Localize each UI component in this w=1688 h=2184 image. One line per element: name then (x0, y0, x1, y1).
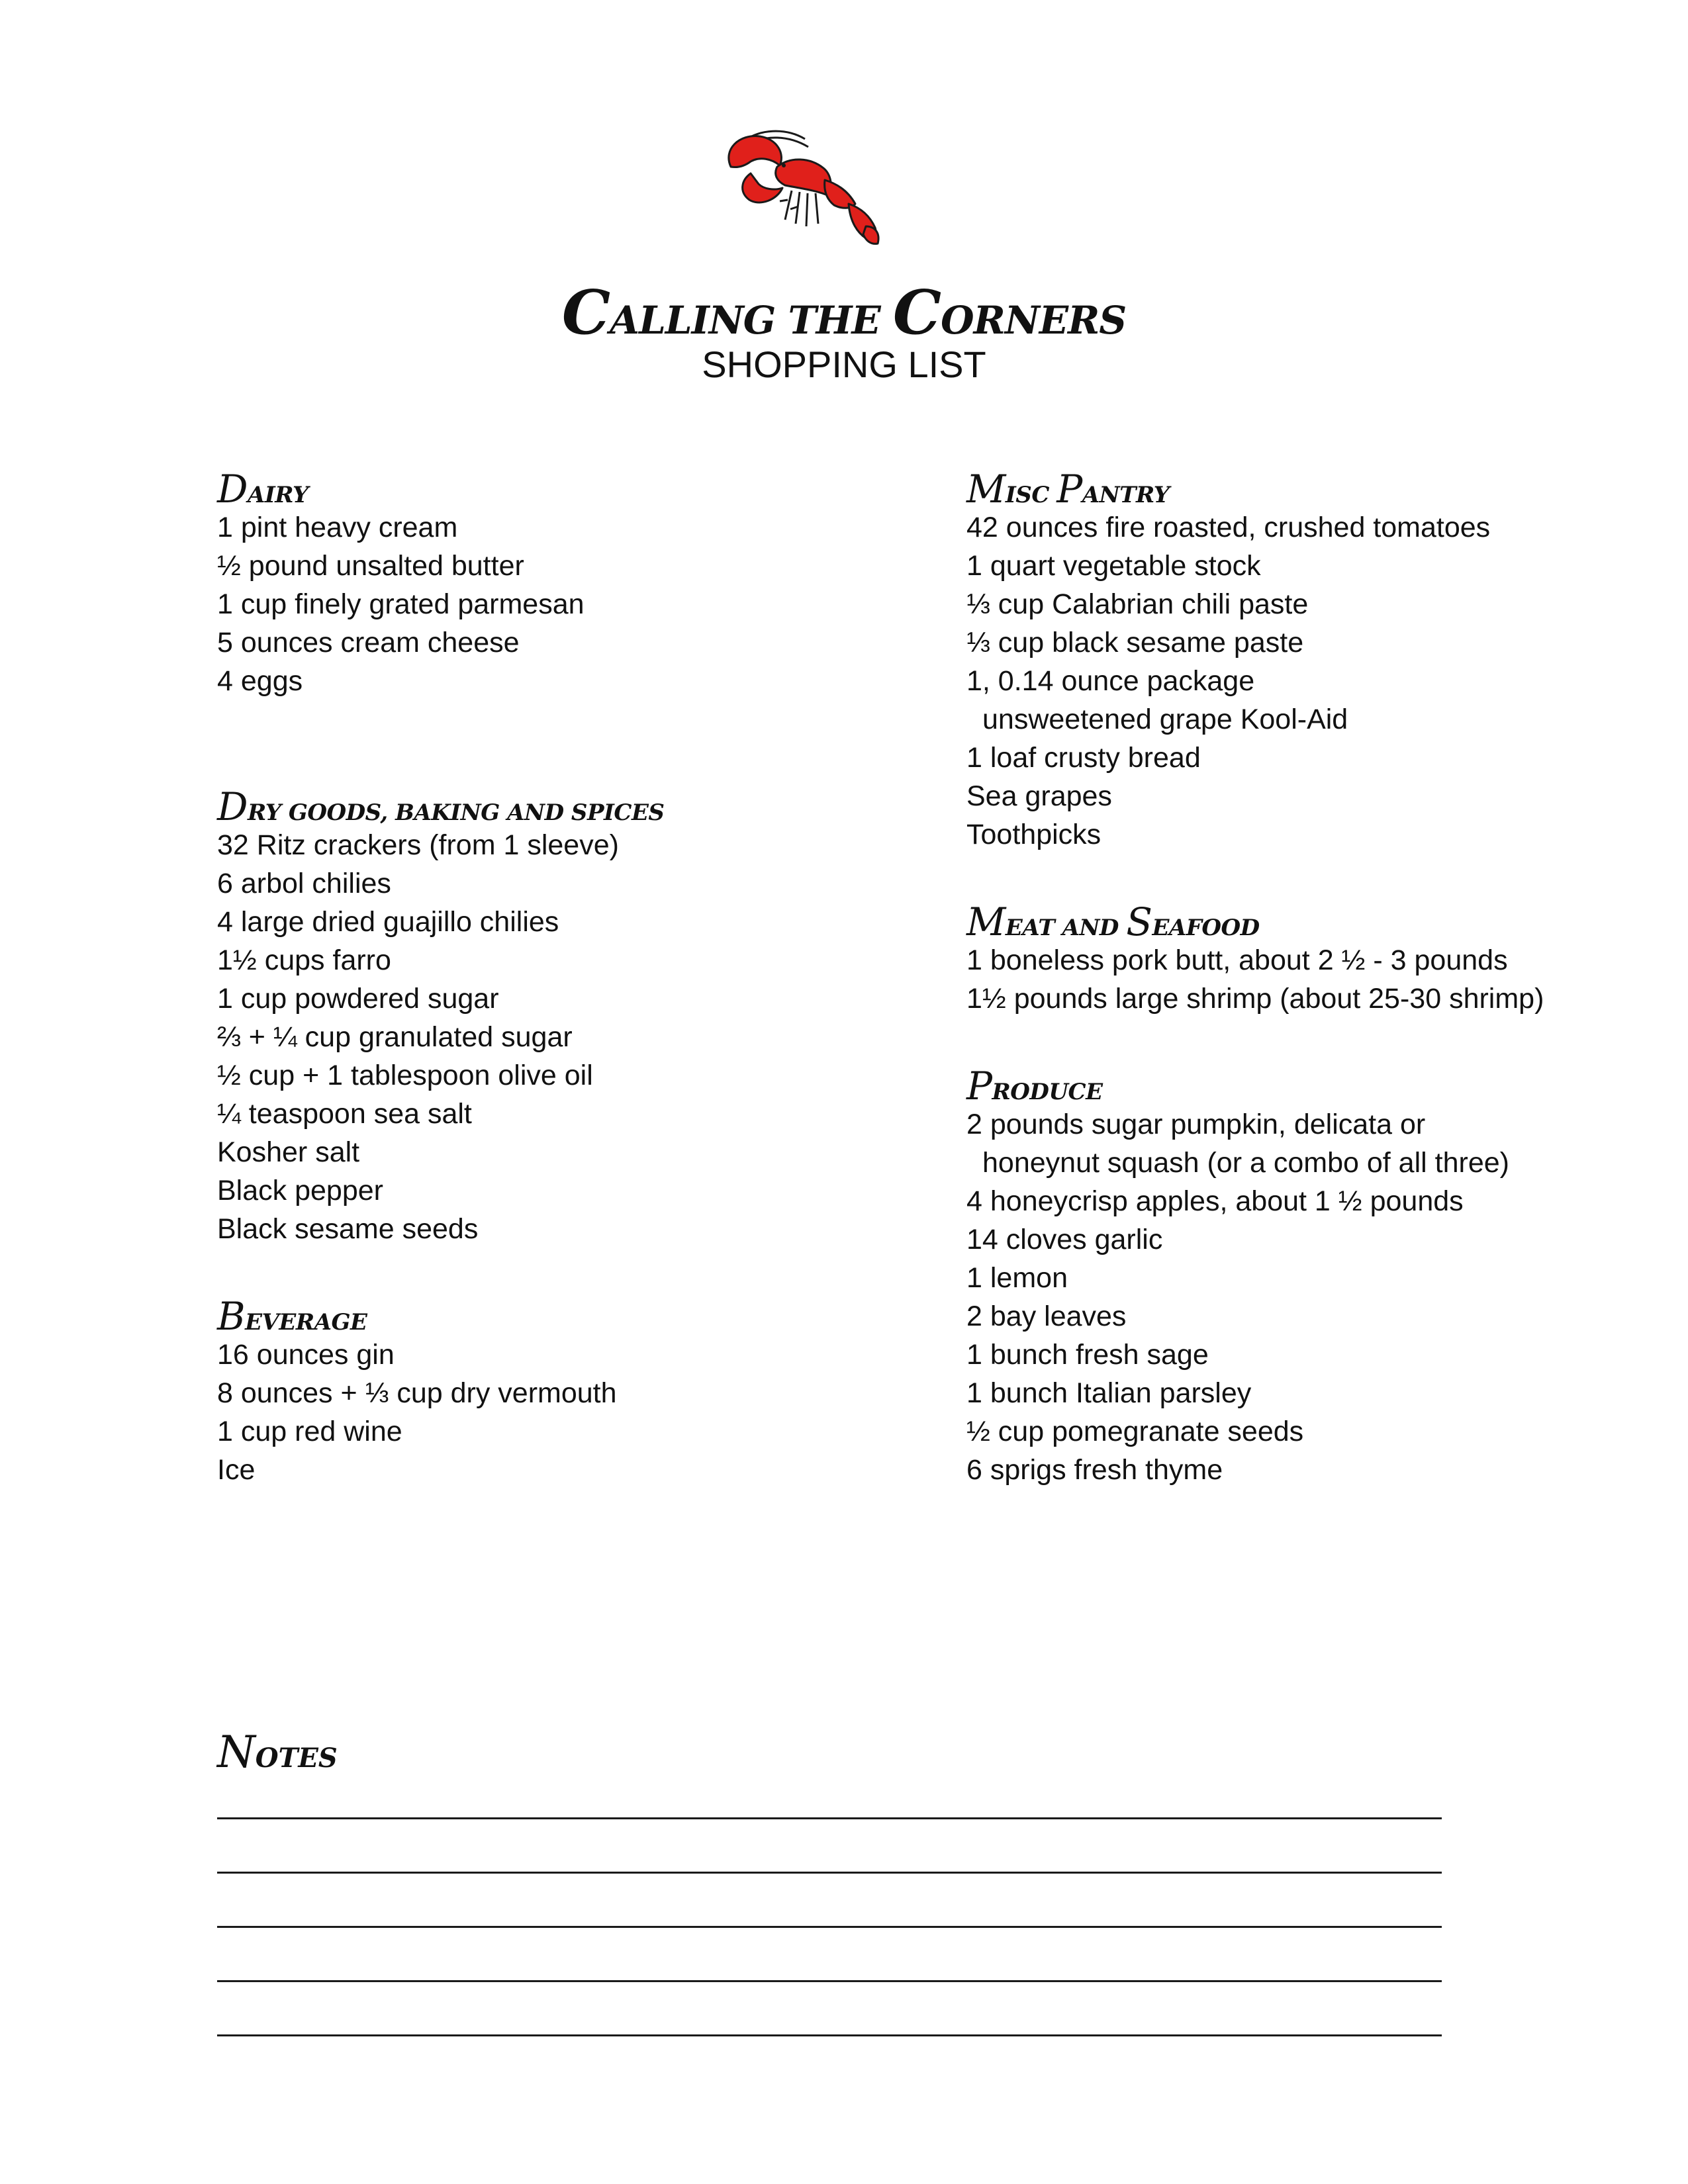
heading-text: RODUCE (992, 1079, 1103, 1105)
list-item: ¼ teaspoon sea salt (217, 1098, 472, 1130)
list-item: Kosher salt (217, 1136, 360, 1168)
list-item: 1 cup powdered sugar (217, 983, 499, 1015)
list-item: Toothpicks (966, 819, 1102, 850)
item-list (217, 826, 945, 1248)
title-word: ORNERS (941, 298, 1127, 343)
list-item: 1 cup red wine (217, 1416, 402, 1447)
list-item: Ice (217, 1454, 256, 1486)
section-heading (966, 1064, 1688, 1109)
heading-initial: B (217, 1294, 246, 1339)
section-meat-seafood (966, 899, 1688, 1018)
list-item: Black sesame seeds (217, 1213, 479, 1245)
list-item: 4 eggs (217, 665, 303, 697)
list-item (966, 700, 1688, 739)
note-line[interactable] (217, 1872, 1442, 1874)
section-misc-pantry (966, 467, 1688, 854)
section-heading (966, 899, 1688, 944)
list-item: 1 bunch fresh sage (966, 1339, 1209, 1371)
notes-heading (217, 1726, 1442, 1779)
list-item: 1 pint heavy cream (217, 512, 458, 543)
list-item: Sea grapes (966, 780, 1112, 812)
heading-initial: P (1056, 467, 1082, 512)
list-item: Black pepper (217, 1175, 383, 1206)
page-subtitle: SHOPPING LIST (702, 343, 986, 385)
heading-initial: N (217, 1727, 256, 1778)
list-item: 1 bunch Italian parsley (966, 1377, 1252, 1409)
item-list (217, 1336, 945, 1489)
notes-section (217, 1726, 1442, 1779)
list-item: ⅓ cup Calabrian chili paste (966, 588, 1309, 620)
section-heading (217, 784, 945, 829)
list-item: ½ cup + 1 tablespoon olive oil (217, 1060, 593, 1091)
heading-initial: S (1126, 899, 1152, 944)
note-line[interactable] (217, 1817, 1442, 1819)
heading-text: ISC (1005, 482, 1049, 508)
section-heading (966, 467, 1688, 512)
heading-text: EAT AND (1005, 915, 1119, 941)
heading-text: RY GOODS, BAKING AND SPICES (248, 799, 665, 826)
list-item: ⅓ cup black sesame paste (966, 627, 1304, 659)
item-list (217, 508, 945, 700)
list-item: 1½ cups farro (217, 944, 391, 976)
list-item: 6 arbol chilies (217, 868, 391, 899)
heading-text: OTES (255, 1743, 338, 1774)
heading-initial: D (217, 467, 248, 512)
list-item-continuation: honeynut squash (or a combo of all three) (982, 1147, 1509, 1179)
list-item-continuation: unsweetened grape Kool-Aid (982, 704, 1348, 735)
list-item: 14 cloves garlic (966, 1224, 1163, 1255)
heading-text: EAFOOD (1152, 915, 1260, 941)
heading-initial: M (966, 467, 1006, 512)
section-beverage (217, 1294, 945, 1489)
list-item: 2 pounds sugar pumpkin, delicata or (966, 1109, 1426, 1140)
title-word: ALLING (610, 298, 776, 343)
heading-text: ANTRY (1082, 482, 1170, 508)
section-heading (217, 467, 945, 512)
lobster-icon (719, 127, 882, 249)
list-item: ⅔ + ¼ cup granulated sugar (217, 1021, 573, 1053)
list-item: 42 ounces fire roasted, crushed tomatoes (966, 512, 1491, 543)
list-item: 1 lemon (966, 1262, 1068, 1294)
list-item: ½ cup pomegranate seeds (966, 1416, 1304, 1447)
list-item: 4 large dried guajillo chilies (217, 906, 559, 938)
list-item: ½ pound unsalted butter (217, 550, 524, 582)
list-item: 8 ounces + ⅓ cup dry vermouth (217, 1377, 617, 1409)
heading-initial: D (217, 784, 248, 829)
title-initial: C (561, 277, 610, 348)
section-dairy (217, 467, 945, 700)
list-item: 16 ounces gin (217, 1339, 395, 1371)
heading-initial: M (966, 899, 1006, 944)
item-list (966, 941, 1688, 1018)
brand-title (0, 277, 1688, 348)
list-item: 1 quart vegetable stock (966, 550, 1261, 582)
list-item: 4 honeycrisp apples, about 1 ½ pounds (966, 1185, 1464, 1217)
item-list (966, 1105, 1688, 1489)
heading-text: EVERAGE (245, 1309, 367, 1336)
list-item: 1, 0.14 ounce package (966, 665, 1255, 697)
list-item: 6 sprigs fresh thyme (966, 1454, 1223, 1486)
list-item: 1 boneless pork butt, about 2 ½ - 3 pounds (966, 944, 1508, 976)
right-column (966, 467, 1688, 1489)
list-item: 5 ounces cream cheese (217, 627, 520, 659)
heading-text: AIRY (248, 482, 308, 508)
heading-initial: P (966, 1064, 992, 1109)
note-line[interactable] (217, 1926, 1442, 1928)
list-item: 32 Ritz crackers (from 1 sleeve) (217, 829, 619, 861)
list-item: 1 loaf crusty bread (966, 742, 1201, 774)
item-list (966, 508, 1688, 854)
section-dry-goods (217, 784, 945, 1248)
lobster-logo (719, 127, 882, 249)
list-item (966, 1144, 1688, 1182)
section-produce (966, 1064, 1688, 1489)
title-initial: C (892, 277, 941, 348)
list-item: 1½ pounds large shrimp (about 25-30 shrimp) (966, 983, 1544, 1015)
left-column (217, 467, 945, 1489)
list-item: 1 cup finely grated parmesan (217, 588, 585, 620)
note-line[interactable] (217, 2034, 1442, 2036)
section-heading (217, 1294, 945, 1339)
list-item: 2 bay leaves (966, 1300, 1127, 1332)
title-word: THE (788, 298, 880, 343)
note-line[interactable] (217, 1980, 1442, 1982)
